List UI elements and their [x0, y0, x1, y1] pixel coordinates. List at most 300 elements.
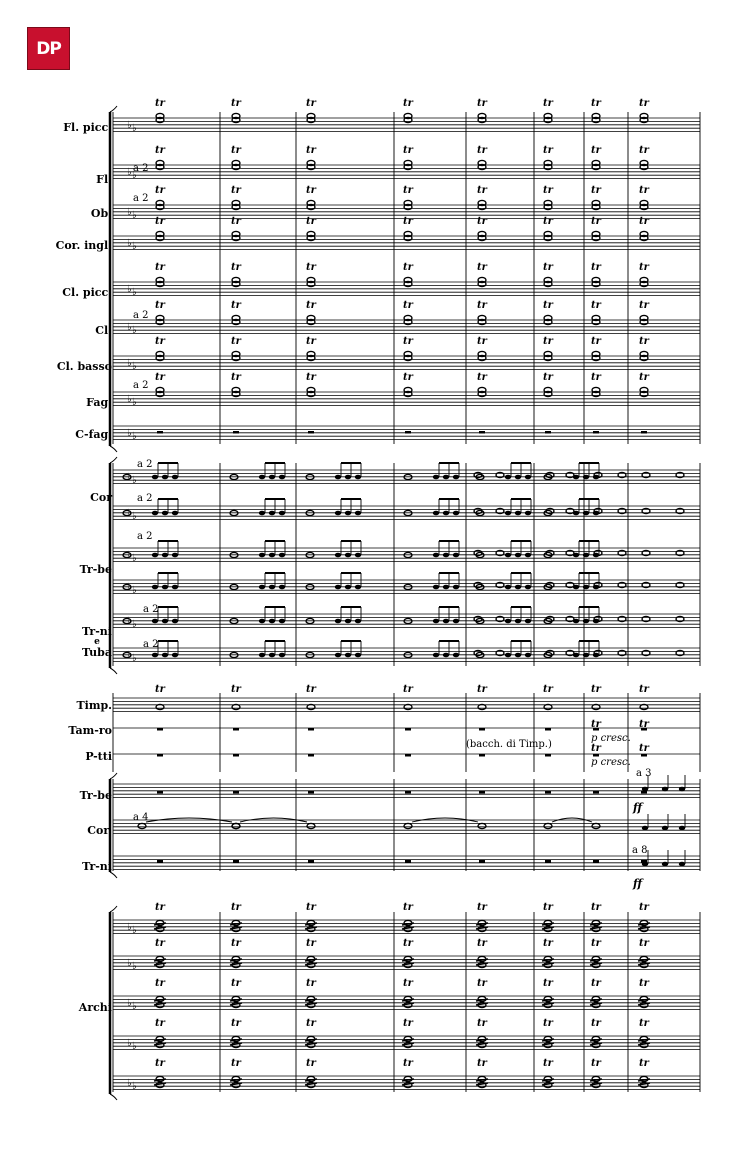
flat-icon: ♭ [132, 1001, 137, 1012]
trill-marking: tr [403, 978, 413, 989]
flat-icon: ♭ [127, 394, 132, 405]
rest [593, 791, 599, 794]
rest [308, 431, 314, 434]
a2-marking: a 2 [137, 493, 153, 504]
note-head [335, 475, 341, 480]
note-head [525, 511, 531, 516]
trill-marking: tr [231, 185, 241, 196]
note-head [345, 585, 351, 590]
label-p-tti: P-tti [85, 750, 112, 763]
note-head [259, 619, 265, 624]
trill-marking: tr [403, 98, 413, 109]
note-head [453, 653, 459, 658]
note-head [642, 862, 648, 867]
flat-icon: ♭ [127, 428, 132, 439]
trill-marking: tr [155, 978, 165, 989]
rest [157, 754, 163, 757]
flat-icon: ♭ [132, 619, 137, 630]
trill-marking: tr [591, 300, 601, 311]
note-head [259, 475, 265, 480]
note-head [404, 823, 412, 828]
trill-marking: tr [306, 938, 316, 949]
flat-icon: ♭ [127, 508, 132, 519]
trill-marking: tr [231, 145, 241, 156]
trill-marking: tr [306, 185, 316, 196]
note-head [433, 511, 439, 516]
note-head [172, 653, 178, 658]
flat-icon: ♭ [127, 358, 132, 369]
a2-marking: a 2 [133, 310, 149, 321]
bacchette-direction: (bacch. di Timp.) [466, 739, 552, 750]
trill-marking: tr [155, 372, 165, 383]
rest [545, 791, 551, 794]
rest [545, 754, 551, 757]
trill-marking: tr [155, 1018, 165, 1029]
note-head [232, 823, 240, 828]
label-tr-be-2: Tr-be [79, 789, 112, 802]
note-head [345, 553, 351, 558]
note-head [642, 826, 648, 831]
trill-marking: tr [591, 216, 601, 227]
note-head [525, 653, 531, 658]
trill-marking: tr [403, 300, 413, 311]
note-head [172, 619, 178, 624]
flat-icon: ♭ [132, 361, 137, 372]
flat-icon: ♭ [132, 961, 137, 972]
trill-marking: tr [306, 216, 316, 227]
trill-marking: tr [403, 262, 413, 273]
rest [593, 860, 599, 863]
rest [405, 728, 411, 731]
note-head [162, 553, 168, 558]
note-head [525, 619, 531, 624]
note-head [525, 585, 531, 590]
note-head [355, 585, 361, 590]
rest [405, 791, 411, 794]
trill-marking: tr [591, 938, 601, 949]
trill-marking: tr [231, 684, 241, 695]
flat-icon: ♭ [127, 616, 132, 627]
flat-icon: ♭ [127, 284, 132, 295]
trill-marking: tr [155, 185, 165, 196]
note-head [453, 475, 459, 480]
note-head [152, 475, 158, 480]
flat-icon: ♭ [127, 238, 132, 249]
flat-icon: ♭ [132, 511, 137, 522]
trill-marking: tr [543, 1058, 553, 1069]
trill-marking: tr [591, 185, 601, 196]
trill-marking: tr [639, 978, 649, 989]
trill-marking: tr [591, 372, 601, 383]
trill-marking: tr [306, 98, 316, 109]
note-head [259, 653, 265, 658]
trill-marking: tr [477, 684, 487, 695]
trill-marking: tr [306, 1018, 316, 1029]
note-head [259, 585, 265, 590]
note-head [355, 475, 361, 480]
note-head [679, 787, 685, 792]
rest [593, 431, 599, 434]
label-e: e [94, 637, 100, 647]
bracket-hook [110, 457, 117, 463]
note-head [138, 823, 146, 828]
note-head [453, 553, 459, 558]
flat-icon: ♭ [127, 207, 132, 218]
trill-marking: tr [477, 262, 487, 273]
note-head [525, 475, 531, 480]
note-head [515, 585, 521, 590]
note-head [279, 511, 285, 516]
trill-marking: tr [591, 902, 601, 913]
note-head [505, 619, 511, 624]
rest [479, 754, 485, 757]
trill-marking: tr [591, 978, 601, 989]
note-head [478, 823, 486, 828]
trill-marking: tr [306, 1058, 316, 1069]
trill-marking: tr [543, 978, 553, 989]
label-cor-ingl: Cor. ingl. [55, 239, 112, 252]
note-head [515, 619, 521, 624]
note-head [269, 619, 275, 624]
note-head [279, 553, 285, 558]
trill-marking: tr [639, 1058, 649, 1069]
rest [233, 791, 239, 794]
flat-icon: ♭ [132, 170, 137, 181]
a3-marking: a 3 [636, 768, 652, 779]
a2-marking: a 2 [143, 604, 159, 615]
note-head [162, 585, 168, 590]
trill-marking: tr [306, 978, 316, 989]
note-head [355, 511, 361, 516]
label-cl-basso: Cl. basso [56, 360, 112, 373]
trill-marking: tr [231, 1058, 241, 1069]
note-head [172, 553, 178, 558]
flat-icon: ♭ [132, 210, 137, 221]
trill-marking: tr [477, 902, 487, 913]
note-head [505, 511, 511, 516]
rest [157, 728, 163, 731]
ff-dynamic: ff [633, 877, 643, 890]
rest [545, 431, 551, 434]
ff-dynamic: ff [633, 801, 643, 814]
flat-icon: ♭ [132, 325, 137, 336]
flat-icon: ♭ [127, 167, 132, 178]
trill-marking: tr [591, 1058, 601, 1069]
trill-marking: tr [231, 372, 241, 383]
note-head [662, 826, 668, 831]
note-head [443, 653, 449, 658]
label-fag: Fag. [86, 396, 112, 409]
note-head [152, 585, 158, 590]
rest [308, 754, 314, 757]
rest [479, 728, 485, 731]
label-fl-picc: Fl. picc. [63, 121, 112, 134]
trill-marking: tr [306, 372, 316, 383]
bracket-hook [110, 106, 117, 112]
note-head [505, 475, 511, 480]
trill-marking: tr [591, 145, 601, 156]
a2-marking: a 2 [133, 380, 149, 391]
note-head [583, 619, 589, 624]
trill-marking: tr [231, 336, 241, 347]
note-head [172, 585, 178, 590]
trill-marking: tr [591, 262, 601, 273]
note-head [583, 653, 589, 658]
rest [479, 431, 485, 434]
trill-marking: tr [591, 719, 601, 730]
trill-marking: tr [639, 719, 649, 730]
cresc-marking: p cresc. [591, 757, 631, 768]
note-head [279, 653, 285, 658]
bracket-hook [110, 773, 117, 779]
rest [479, 860, 485, 863]
a2-marking: a 2 [143, 639, 159, 650]
note-head [443, 475, 449, 480]
note-head [583, 475, 589, 480]
rest [233, 754, 239, 757]
trill-marking: tr [231, 1018, 241, 1029]
trill-marking: tr [306, 902, 316, 913]
flat-icon: ♭ [127, 998, 132, 1009]
note-head [515, 553, 521, 558]
note-head [162, 475, 168, 480]
a2-marking: a 2 [137, 531, 153, 542]
trill-marking: tr [155, 216, 165, 227]
label-cor-2: Cor. [87, 824, 112, 837]
trill-marking: tr [543, 336, 553, 347]
trill-marking: tr [591, 743, 601, 754]
trill-marking: tr [639, 902, 649, 913]
note-head [433, 585, 439, 590]
note-head [172, 475, 178, 480]
rest [479, 791, 485, 794]
flat-icon: ♭ [127, 550, 132, 561]
trill-marking: tr [477, 300, 487, 311]
rest [308, 860, 314, 863]
note-head [152, 511, 158, 516]
bracket-hook [110, 906, 117, 912]
trill-marking: tr [155, 938, 165, 949]
trill-marking: tr [639, 216, 649, 227]
flat-icon: ♭ [132, 397, 137, 408]
rest [157, 860, 163, 863]
a2-marking: a 2 [137, 459, 153, 470]
trill-marking: tr [639, 336, 649, 347]
trill-marking: tr [591, 336, 601, 347]
trill-marking: tr [543, 98, 553, 109]
trill-marking: tr [403, 902, 413, 913]
note-head [259, 511, 265, 516]
flat-icon: ♭ [132, 585, 137, 596]
label-tr-ni-2: Tr-ni [82, 860, 112, 873]
note-head [453, 619, 459, 624]
flat-icon: ♭ [132, 653, 137, 664]
trill-marking: tr [639, 1018, 649, 1029]
rest [157, 791, 163, 794]
label-tr-be: Tr-be [79, 563, 112, 576]
trill-marking: tr [231, 262, 241, 273]
note-head [662, 787, 668, 792]
note-head [269, 511, 275, 516]
note-head [592, 823, 600, 828]
trill-marking: tr [639, 262, 649, 273]
note-head [453, 585, 459, 590]
trill-marking: tr [477, 938, 487, 949]
flat-icon: ♭ [127, 922, 132, 933]
note-head [505, 585, 511, 590]
trill-marking: tr [543, 938, 553, 949]
note-head [345, 475, 351, 480]
trill-marking: tr [155, 1058, 165, 1069]
trill-marking: tr [306, 684, 316, 695]
rest [308, 791, 314, 794]
rest [233, 860, 239, 863]
trill-marking: tr [477, 978, 487, 989]
note-head [355, 653, 361, 658]
flat-icon: ♭ [127, 1078, 132, 1089]
rest [545, 860, 551, 863]
note-head [433, 653, 439, 658]
label-fl: Fl. [96, 173, 112, 186]
trill-marking: tr [155, 300, 165, 311]
trill-marking: tr [543, 684, 553, 695]
trill-marking: tr [403, 145, 413, 156]
flat-icon: ♭ [132, 925, 137, 936]
trill-marking: tr [403, 372, 413, 383]
trill-marking: tr [543, 1018, 553, 1029]
trill-marking: tr [306, 336, 316, 347]
trill-marking: tr [403, 336, 413, 347]
trill-marking: tr [477, 185, 487, 196]
trill-marking: tr [639, 145, 649, 156]
trill-marking: tr [543, 902, 553, 913]
note-head [515, 475, 521, 480]
label-cl-picc: Cl. picc. [62, 286, 112, 299]
note-head [583, 553, 589, 558]
trill-marking: tr [477, 145, 487, 156]
flat-icon: ♭ [132, 1081, 137, 1092]
note-head [505, 553, 511, 558]
flat-icon: ♭ [132, 553, 137, 564]
trill-marking: tr [591, 684, 601, 695]
note-head [679, 826, 685, 831]
label-tr-ni: Tr-ni [82, 625, 112, 638]
note-head [583, 511, 589, 516]
trill-marking: tr [639, 372, 649, 383]
trill-marking: tr [306, 262, 316, 273]
flat-icon: ♭ [127, 472, 132, 483]
trill-marking: tr [477, 372, 487, 383]
rest [233, 431, 239, 434]
trill-marking: tr [155, 336, 165, 347]
trill-marking: tr [231, 938, 241, 949]
note-head [443, 585, 449, 590]
note-head [525, 553, 531, 558]
flat-icon: ♭ [127, 322, 132, 333]
label-archi: Archi [78, 1001, 112, 1014]
a2-marking: a 2 [133, 163, 149, 174]
label-cor: Cor [90, 491, 112, 504]
note-head [259, 553, 265, 558]
trill-marking: tr [403, 216, 413, 227]
note-head [152, 653, 158, 658]
trill-marking: tr [591, 1018, 601, 1029]
note-head [335, 653, 341, 658]
note-head [269, 553, 275, 558]
note-head [433, 619, 439, 624]
note-head [307, 823, 315, 828]
note-head [162, 653, 168, 658]
trill-marking: tr [231, 216, 241, 227]
note-head [544, 823, 552, 828]
note-head [172, 511, 178, 516]
label-timp: Timp. [76, 699, 112, 712]
flat-icon: ♭ [132, 123, 137, 134]
trill-marking: tr [155, 902, 165, 913]
note-head [345, 511, 351, 516]
note-head [443, 553, 449, 558]
trill-marking: tr [231, 902, 241, 913]
trill-marking: tr [639, 300, 649, 311]
a4-marking: a 4 [133, 812, 149, 823]
label-tam-ro: Tam-ro [68, 724, 112, 737]
trill-marking: tr [477, 1058, 487, 1069]
note-head [279, 619, 285, 624]
logo-text: DP [36, 38, 61, 59]
trill-marking: tr [543, 145, 553, 156]
rest [308, 728, 314, 731]
a2-marking: a 2 [133, 193, 149, 204]
note-head [269, 653, 275, 658]
note-head [355, 619, 361, 624]
trill-marking: tr [306, 145, 316, 156]
rest [405, 754, 411, 757]
flat-icon: ♭ [132, 431, 137, 442]
trill-marking: tr [231, 300, 241, 311]
note-head [642, 787, 648, 792]
flat-icon: ♭ [127, 650, 132, 661]
flat-icon: ♭ [127, 120, 132, 131]
note-head [335, 511, 341, 516]
label-c-fag: C-fag. [75, 428, 112, 441]
flat-icon: ♭ [132, 241, 137, 252]
rest [157, 431, 163, 434]
bracket-hook [110, 446, 117, 452]
trill-marking: tr [403, 684, 413, 695]
rest [405, 431, 411, 434]
trill-marking: tr [306, 300, 316, 311]
note-head [335, 553, 341, 558]
note-head [269, 585, 275, 590]
rest [405, 860, 411, 863]
trill-marking: tr [155, 145, 165, 156]
trill-marking: tr [543, 300, 553, 311]
label-cl: Cl. [95, 324, 112, 337]
a8-marking: a 8 [632, 845, 648, 856]
trill-marking: tr [403, 185, 413, 196]
note-head [269, 475, 275, 480]
trill-marking: tr [543, 185, 553, 196]
trill-marking: tr [543, 372, 553, 383]
note-head [335, 585, 341, 590]
note-head [662, 862, 668, 867]
flat-icon: ♭ [132, 475, 137, 486]
bracket-hook [110, 668, 117, 674]
trill-marking: tr [477, 336, 487, 347]
note-head [515, 511, 521, 516]
note-head [279, 585, 285, 590]
rest [233, 728, 239, 731]
